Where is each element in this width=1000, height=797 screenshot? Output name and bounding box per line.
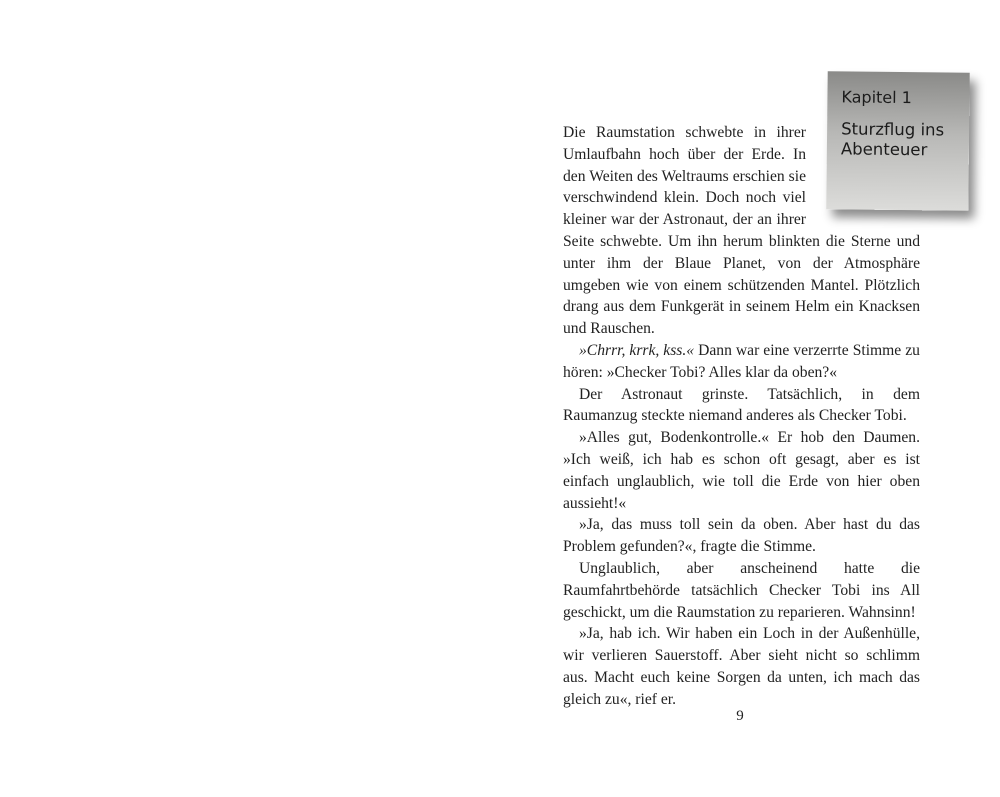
text-line: verschwindend klein. Doch noch viel [563,189,806,207]
text-line: Die Raumstation schwebte in ihrer [563,124,806,141]
paragraph: »Ja, das muss toll sein da oben. Aber hast du das Problem gefunden?«, fragte die Stimme. [563,516,920,556]
body-text [563,122,920,711]
page-number: 9 [736,708,744,724]
paragraph: Der Astronaut grinste. Tatsächlich, in dem Raumanzug steckte niemand anderes als Checker Tobi. [563,385,920,425]
paragraph: Unglaublich, aber anscheinend hatte die Raumfahrtbehörde tatsächlich Checker Tobi ins All geschickt, um die Raumstation zu reparieren. Wahnsinn! [563,559,920,621]
paragraph: »Alles gut, Bodenkontrolle.« Er hob den Daumen. »Ich weiß, ich hab es schon oft gesagt, aber es ist einfach unglaublich, wie toll die Erde von hier oben aussieht!« [563,429,920,512]
paragraph [563,340,920,384]
text-line: kleiner war der Astronaut, der an ihrer [563,211,806,229]
paragraph: »Ja, hab ich. Wir haben ein Loch in der Außenhülle, wir verlieren Sauerstoff. Aber sieht nicht so schlimm aus. Macht euch keine Sorgen da unten, ich mach das gleich zu«, rief er. [563,625,920,708]
chapter-label: Kapitel 1 [841,87,913,108]
paragraph: Seite schwebte. Um ihn herum blinkten die Sterne und unter ihm der Blaue Planet, von der Atmosphäre umgeben wie von einem schützenden Mantel. Plötzlich drang aus dem Funkgerät in seinem Helm ein Knacksen und Rauschen. [563,232,920,338]
text-line: Umlaufbahn hoch über der Erde. In [563,145,806,163]
radio-noise-text: »Chrrr, krrk, kss.« [579,341,695,359]
text-line: den Weiten des Weltraums erschien sie [563,167,806,185]
opening-paragraph [563,122,806,231]
chapter-title: Sturzflug ins Abenteuer [840,119,945,160]
paragraph-text: Dann war eine verzerrte Stimme zu hören: »Checker Tobi? Alles klar da oben?« [563,341,920,381]
